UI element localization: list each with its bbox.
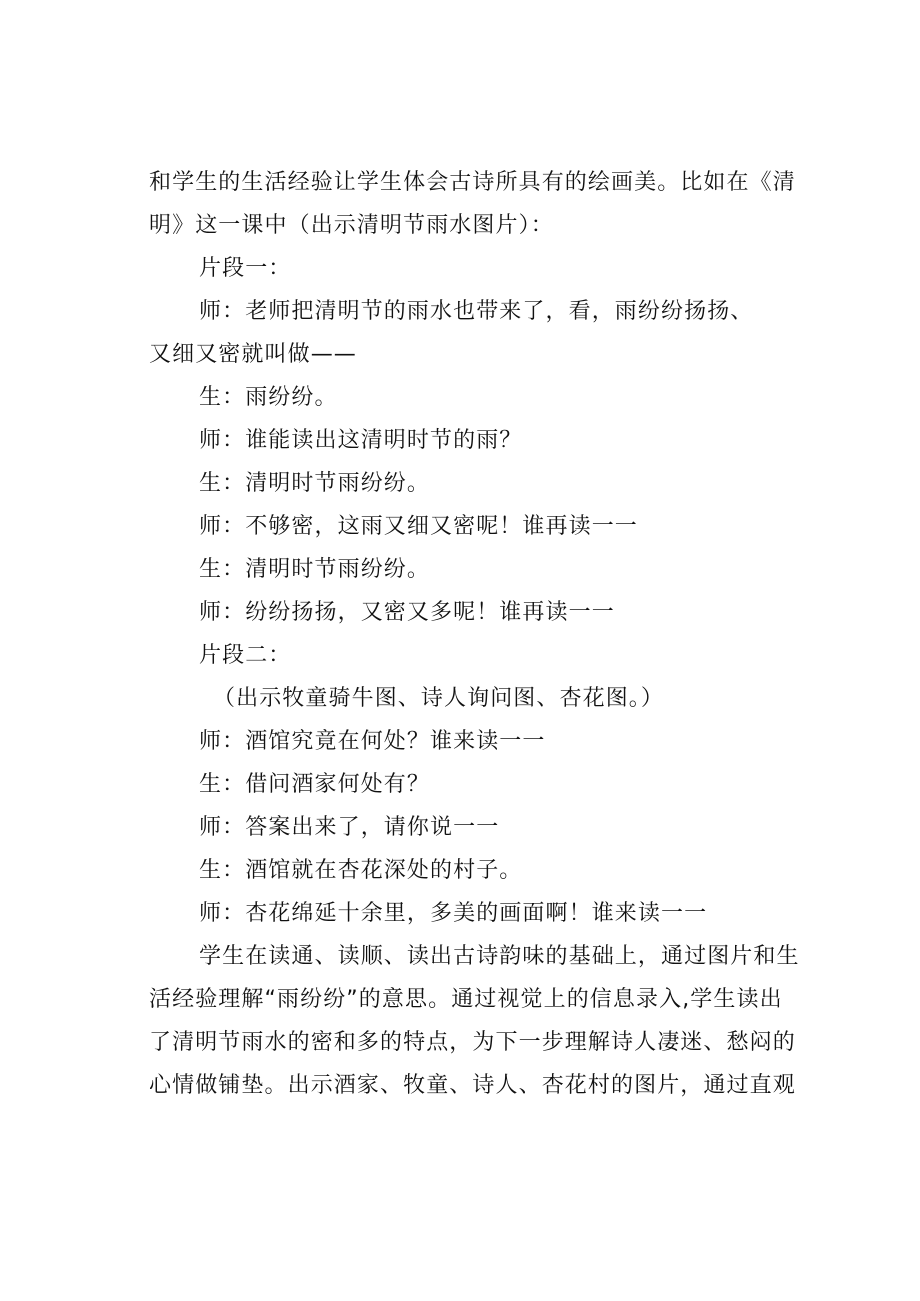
dialogue-line: 生：清明时节雨纷纷。 xyxy=(199,557,431,582)
dialogue-line: 生：清明时节雨纷纷。 xyxy=(199,471,431,496)
dialogue-line: 师：纷纷扬扬，又密又多呢！谁再读一一 xyxy=(199,600,615,625)
dialogue-line: 生：雨纷纷。 xyxy=(199,385,338,410)
stage-note: （出示牧童骑牛图、诗人询问图、杏花图。） xyxy=(213,686,665,711)
dialogue-line: 生：借问酒家何处有？ xyxy=(199,772,431,797)
dialogue-line: 师：谁能读出这清明时节的雨？ xyxy=(199,428,523,453)
dialogue-line: 师：酒馆究竟在何处？谁来读一一 xyxy=(199,729,546,754)
dialogue-line: 又细又密就叫做—— xyxy=(149,342,357,367)
dialogue-line: 师：杏花绵延十余里，多美的画面啊！谁来读一一 xyxy=(199,901,708,926)
paragraph-line: 心情做铺垫。出示酒家、牧童、诗人、杏花村的图片，通过直观 xyxy=(149,1073,796,1098)
paragraph-line: 活经验理解“雨纷纷”的意思。通过视觉上的信息录入,学生读出 xyxy=(149,987,783,1012)
dialogue-line: 生：酒馆就在杏花深处的村子。 xyxy=(199,858,523,883)
paragraph-line: 了清明节雨水的密和多的特点，为下一步理解诗人凄迷、愁闷的 xyxy=(149,1030,796,1055)
section-heading: 片段二： xyxy=(199,643,292,668)
paragraph-line: 和学生的生活经验让学生体会古诗所具有的绘画美。比如在《清 xyxy=(149,170,796,195)
paragraph-line: 学生在读通、读顺、读出古诗韵味的基础上，通过图片和生 xyxy=(199,944,800,969)
dialogue-line: 师：答案出来了，请你说一一 xyxy=(199,815,500,840)
dialogue-line: 师：不够密，这雨又细又密呢！谁再读一一 xyxy=(199,514,638,539)
dialogue-line: 师：老师把清明节的雨水也带来了，看，雨纷纷扬扬、 xyxy=(199,299,754,324)
paragraph-line: 明》这一课中（出示清明节雨水图片）： xyxy=(149,213,554,238)
section-heading: 片段一： xyxy=(199,256,292,281)
